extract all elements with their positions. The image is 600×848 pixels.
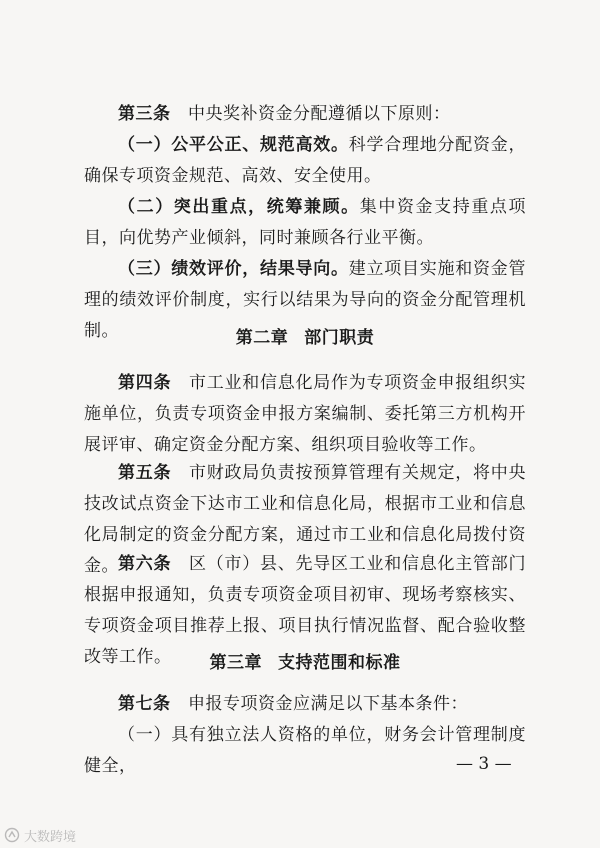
watermark-logo-icon	[4, 827, 20, 843]
article-3-intro	[84, 99, 526, 130]
article-4-text: 市工业和信息化局作为专项资金申报组织实施单位，负责专项资金申报方案编制、委托第三方机构开展评审、确定资金分配方案、组织项目验收等工作。	[84, 373, 526, 455]
article-7-label: 第七条	[118, 694, 171, 714]
item-1-text: 科学合理地分配资金，确保专项资金规范、高效、安全使用。	[84, 135, 526, 186]
chapter-2-title: 部门职责	[304, 328, 375, 348]
article-4	[84, 368, 526, 461]
item-3-text: 建立项目实施和资金管理的绩效评价制度，实行以结果为导向的资金分配管理机制。	[84, 259, 526, 341]
article-7-item-1-text: （一）具有独立法人资格的单位，财务会计管理制度健全，	[84, 725, 526, 776]
article-7-text: 申报专项资金应满足以下基本条件：	[188, 694, 468, 714]
watermark	[4, 826, 76, 844]
article-3-text: 中央奖补资金分配遵循以下原则：	[188, 104, 451, 124]
article-7-intro	[84, 689, 526, 720]
article-3-item-2	[84, 192, 526, 254]
article-5-label: 第五条	[118, 463, 172, 483]
article-5-text: 市财政局负责按预算管理有关规定，将中央技改试点资金下达市工业和信息化局，根据市工业和信息化局制定的资金分配方案，通过市工业和信息化局拨付资金。	[84, 463, 526, 576]
page-number: — 3 —	[456, 754, 512, 774]
item-2-text: 集中资金支持重点项目，向优势产业倾斜，同时兼顾各行业平衡。	[84, 197, 527, 248]
chapter-2-number: 第二章	[235, 328, 289, 348]
article-6-text: 区（市）县、先导区工业和信息化主管部门根据申报通知，负责专项资金项目初审、现场考察核实、专项资金项目推荐上报、项目执行情况监督、配合验收整改等工作。	[84, 554, 526, 667]
chapter-3-title: 支持范围和标准	[278, 653, 401, 673]
chapter-3-heading	[84, 648, 526, 679]
article-3-label: 第三条	[118, 104, 171, 124]
chapter-3-number: 第三章	[209, 653, 262, 673]
article-6-label: 第六条	[118, 554, 172, 574]
article-4-label: 第四条	[118, 373, 172, 393]
article-3-item-1	[84, 130, 526, 192]
item-3-label: （三）绩效评价，结果导向。	[118, 259, 349, 279]
chapter-2-heading	[84, 323, 526, 354]
item-2-label: （二）突出重点，统筹兼顾。	[118, 197, 360, 217]
item-1-label: （一）公平公正、规范高效。	[118, 135, 349, 155]
watermark-text: 大数跨境	[24, 829, 77, 845]
